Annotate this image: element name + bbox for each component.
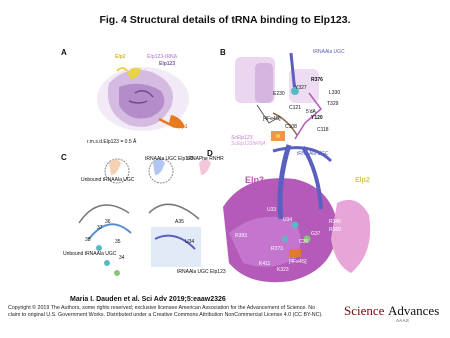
legend-elp2: Elp2 bbox=[115, 54, 126, 60]
c-n36: 36 bbox=[105, 219, 111, 225]
c-bottom-unbound: Unbound tRNAAla UGC bbox=[63, 251, 117, 257]
legend-elp123: Elp123 bbox=[159, 61, 176, 67]
panel-label-d: D bbox=[207, 149, 213, 158]
b-sam: 5′dA bbox=[306, 109, 316, 115]
b-r376: R376 bbox=[311, 77, 323, 83]
d-cluster: [4Fe4S] bbox=[289, 259, 307, 265]
logo-sub: AAAS bbox=[396, 318, 410, 323]
d-r345: R345 bbox=[329, 219, 341, 225]
b-c121: C121 bbox=[289, 105, 301, 111]
d-elp3: Elp3 bbox=[245, 175, 265, 185]
d-trna: tRNAAla UGC bbox=[297, 151, 329, 157]
rmsd-label: r.m.s.d.Elp123 = 0.5 Å bbox=[87, 139, 137, 145]
b-l330: L330 bbox=[329, 90, 341, 96]
label-elp1: Elp1 bbox=[177, 124, 188, 130]
b-e230: E230 bbox=[273, 91, 285, 97]
d-u34: U34 bbox=[283, 217, 293, 223]
d-g37: G37 bbox=[311, 231, 321, 237]
c-bottom-bound: tRNAAla UGC Elp123 bbox=[177, 269, 226, 275]
science-advances-logo bbox=[344, 303, 440, 329]
c-n35: 35 bbox=[115, 239, 121, 245]
d-r160: R160 bbox=[329, 227, 341, 233]
panel-a-artwork bbox=[97, 67, 189, 131]
d-elp2: Elp2 bbox=[355, 177, 370, 184]
c-u34: U34 bbox=[185, 239, 195, 245]
citation: Maria I. Dauden et al. Sci Adv 2019;5:eaaw2326 bbox=[70, 296, 226, 303]
d-k323: K323 bbox=[277, 267, 289, 273]
c-n37: 37 bbox=[97, 225, 103, 231]
b-c118: C118 bbox=[317, 127, 329, 133]
c-n38: 38 bbox=[85, 237, 91, 243]
c-a35: A35 bbox=[175, 219, 184, 225]
panel-label-b: B bbox=[220, 48, 226, 57]
b-cluster: [4Fe4S] bbox=[263, 116, 281, 122]
figure-panels bbox=[59, 43, 392, 296]
panel-label-a: A bbox=[61, 48, 67, 57]
b-trna-label: tRNAAla UGC bbox=[313, 49, 345, 55]
d-k411: K411 bbox=[259, 261, 271, 267]
panel-b-artwork bbox=[235, 53, 321, 141]
d-r393: R393 bbox=[235, 233, 247, 239]
c-bound: tRNAAla UGC Elp123 bbox=[145, 156, 194, 162]
b-legend-1: ScElp123 bbox=[231, 135, 253, 141]
logo-brand-1: Science bbox=[344, 303, 385, 318]
copyright-notice: Copyright © 2019 The Authors, some rights reserved; exclusive licensee American Association for the Advancement of Science. No claim to original U.S. Government Works. Distributed under a Creative Commons Attribution NonCommercial License 4.0 (CC BY-NC). bbox=[8, 305, 323, 318]
logo-brand-2: Advances bbox=[388, 303, 440, 318]
c-n34: 34 bbox=[119, 255, 125, 261]
c-unbound: Unbound tRNAAla UGC bbox=[81, 177, 135, 183]
b-y327: Y327 bbox=[295, 85, 307, 91]
b-c108: C108 bbox=[285, 124, 297, 130]
d-u33: U33 bbox=[267, 207, 277, 213]
b-t329: T329 bbox=[327, 101, 339, 107]
d-r373: R373 bbox=[271, 246, 283, 252]
c-rnhr: tRNAPhe RNHR bbox=[187, 156, 224, 162]
d-c36: C36 bbox=[299, 239, 309, 245]
figure-title: Fig. 4 Structural details of tRNA binding to Elp123. bbox=[99, 14, 351, 26]
figure-artwork bbox=[59, 43, 392, 296]
legend-elp123-trna: Elp123-tRNA bbox=[147, 54, 178, 60]
b-legend-2: ScElp123/tRNA bbox=[231, 141, 266, 147]
b-y120: Y120 bbox=[311, 115, 323, 121]
panel-label-c: C bbox=[61, 153, 67, 162]
